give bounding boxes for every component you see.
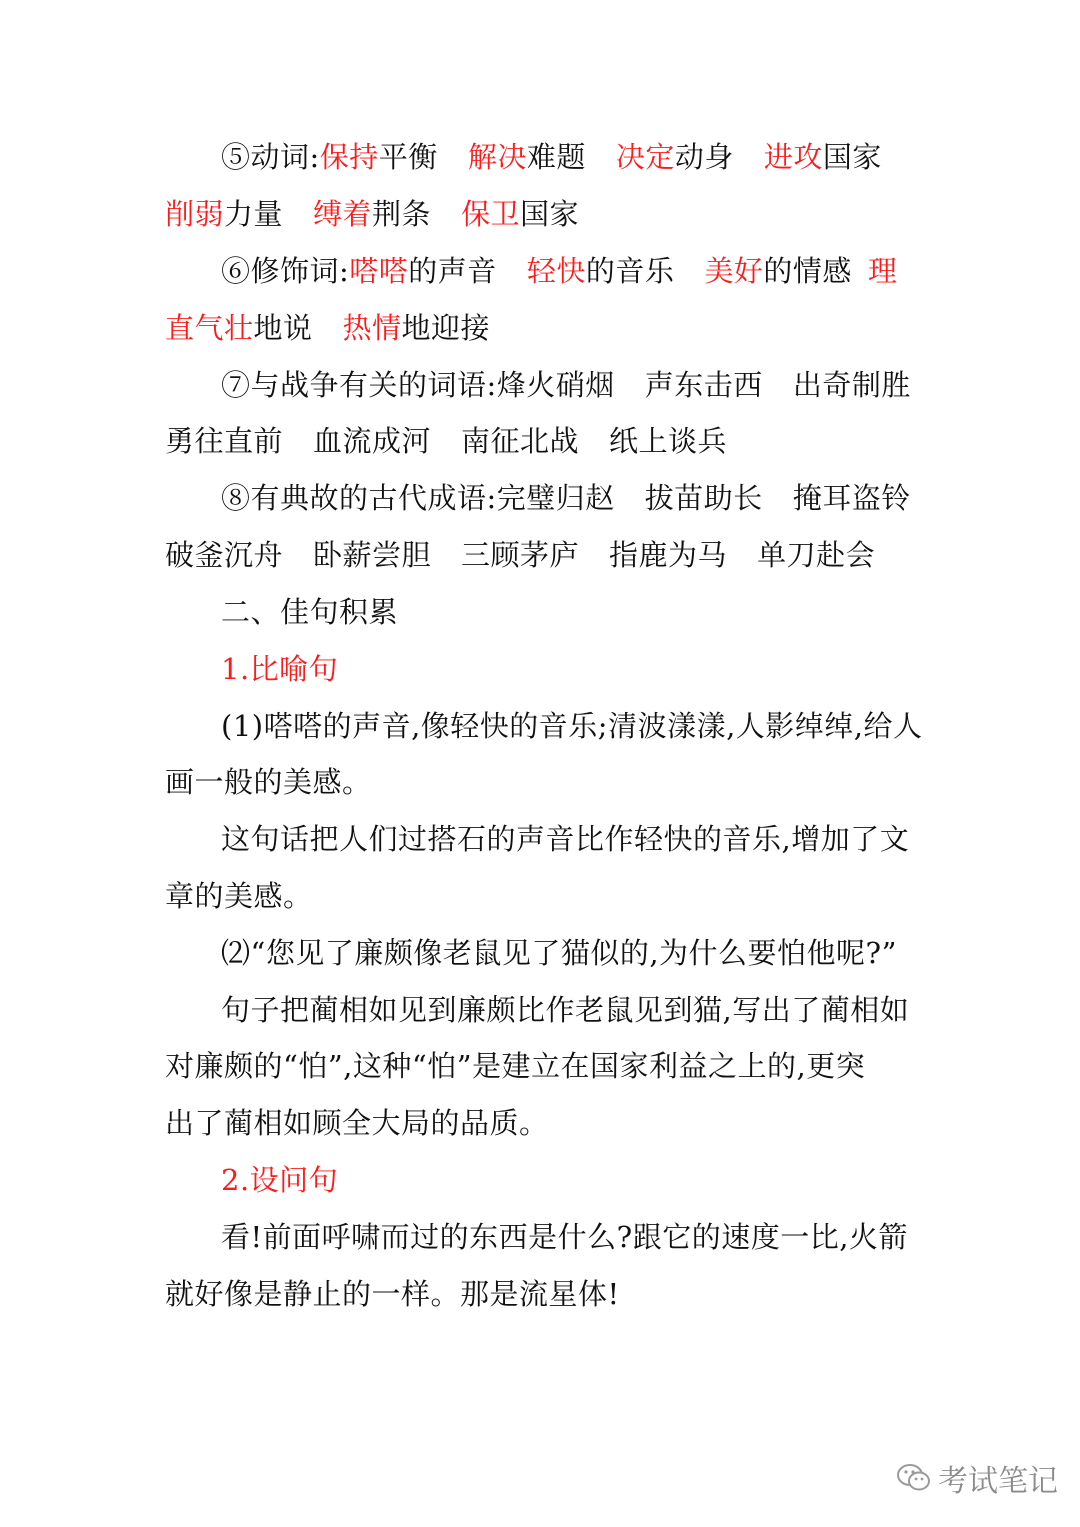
verbs-line-2: [165, 194, 579, 234]
analysis-2-line-2: 对廉颇的“怕”,这种“怕”是建立在国家利益之上的,更突: [165, 1049, 866, 1083]
verb-red: 保卫: [461, 197, 521, 231]
idiom: 破釜沉舟: [165, 538, 284, 572]
idiom: 烽火硝烟: [496, 368, 615, 402]
example-1-line-1: (1)嗒嗒的声音,像轻快的音乐;清波漾漾,人影绰绰,给人: [221, 709, 923, 743]
analysis-2-line-3: 出了蔺相如顾全大局的品质。: [165, 1106, 549, 1140]
watermark: [896, 1456, 1058, 1500]
modifiers-line-1: [221, 251, 852, 291]
idiom: 掩耳盗铃: [792, 481, 911, 515]
wechat-icon: [896, 1462, 932, 1494]
modifier-red: 美好: [704, 254, 764, 288]
verb-object: 难题: [526, 140, 586, 174]
verb-red: 保持: [319, 140, 379, 174]
watermark-text: 考试笔记: [938, 1464, 1058, 1499]
modifier-red-split-end: 直气壮: [165, 311, 254, 345]
subheading-rhetorical-question: 2.设问句: [221, 1163, 339, 1197]
allusion-idioms-label: ⑧有典故的古代成语:: [221, 481, 497, 515]
idiom: 勇往直前: [165, 424, 284, 458]
idiom: 三顾茅庐: [461, 538, 580, 572]
idiom: 出奇制胜: [792, 368, 911, 402]
idiom: 单刀赴会: [757, 538, 876, 572]
verb-red: 解决: [467, 140, 527, 174]
verb-object: 力量: [224, 197, 284, 231]
subheading-simile: 1.比喻句: [221, 652, 339, 686]
example-2: ⑵“您见了廉颇像老鼠见了猫似的,为什么要怕他呢?”: [221, 936, 897, 970]
idiom: 纸上谈兵: [609, 424, 728, 458]
modifiers-label: ⑥修饰词:: [221, 254, 350, 288]
verb-object: 国家: [520, 197, 580, 231]
example-3-line-1: 看!前面呼啸而过的东西是什么?跟它的速度一比,火箭: [221, 1220, 908, 1254]
verbs-label: ⑤动词:: [221, 140, 320, 174]
modifier-object: 地迎接: [401, 311, 491, 345]
idiom: 南征北战: [461, 424, 580, 458]
war-words-line-2: [165, 421, 727, 461]
idiom: 完璧归赵: [496, 481, 615, 515]
modifier-red-split-start: 理: [868, 254, 898, 288]
verb-red: 削弱: [165, 197, 225, 231]
analysis-1-line-2: 章的美感。: [165, 879, 313, 913]
modifier-red: 热情: [342, 311, 402, 345]
modifier-object: 的声音: [408, 254, 497, 288]
verb-red: 缚着: [313, 197, 373, 231]
verb-object: 荆条: [372, 197, 432, 231]
verbs-line-1: [221, 137, 882, 177]
verb-object: 动身: [674, 140, 734, 174]
idiom: 指鹿为马: [609, 538, 728, 572]
modifiers-line-2: [165, 308, 490, 348]
section-heading: 二、佳句积累: [221, 595, 399, 629]
verb-red: 进攻: [763, 140, 823, 174]
example-1-line-2: 画一般的美感。: [165, 765, 372, 799]
allusion-idioms-line-1: [221, 478, 911, 518]
example-3-line-2: 就好像是静止的一样。那是流星体!: [165, 1277, 620, 1311]
modifier-object: 地说: [253, 311, 313, 345]
idiom: 卧薪尝胆: [313, 538, 432, 572]
allusion-idioms-line-2: [165, 535, 875, 575]
modifier-red: 轻快: [526, 254, 586, 288]
modifier-object: 的情感: [763, 254, 852, 288]
verb-red: 决定: [615, 140, 675, 174]
analysis-2-line-1: 句子把蔺相如见到廉颇比作老鼠见到猫,写出了蔺相如: [221, 993, 910, 1027]
analysis-1-line-1: 这句话把人们过搭石的声音比作轻快的音乐,增加了文: [221, 822, 910, 856]
idiom: 血流成河: [313, 424, 432, 458]
war-words-label: ⑦与战争有关的词语:: [221, 368, 497, 402]
verb-object: 平衡: [378, 140, 438, 174]
idiom: 声东击西: [644, 368, 763, 402]
verb-object: 国家: [822, 140, 882, 174]
modifier-object: 的音乐: [585, 254, 675, 288]
war-words-line-1: [221, 365, 911, 405]
idiom: 拔苗助长: [644, 481, 763, 515]
modifier-red: 嗒嗒: [349, 254, 409, 288]
